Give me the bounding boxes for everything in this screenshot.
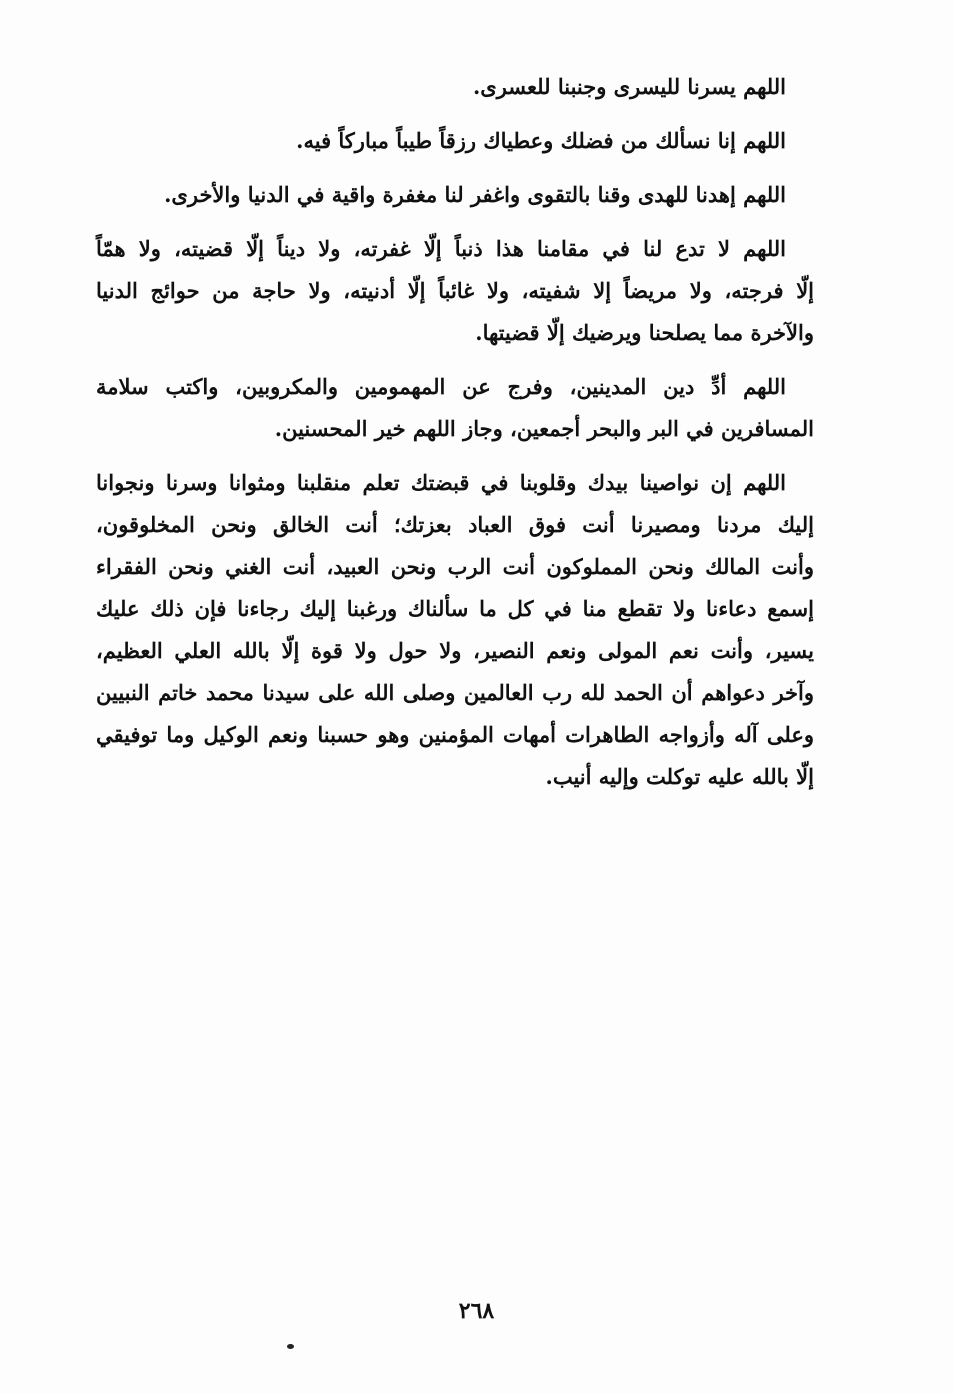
- page-number: ٢٦٨: [458, 1298, 495, 1324]
- text-line: اللهم إهدنا للهدى وقنا بالتقوى واغفر لنا مغفرة واقية في الدنيا والأخرى.: [164, 182, 786, 207]
- text-line: وأنت المالك ونحن المملوكون أنت الرب ونحن العبيد، أنت الغني ونحن الفقراء: [96, 554, 814, 579]
- body-text: [96, 66, 814, 810]
- text-line: وآخر دعواهم أن الحمد لله رب العالمين وصلى الله على سيدنا محمد خاتم النبيين: [96, 680, 814, 705]
- text-line: اللهم أدِّ دين المدينين، وفرج عن المهمومين والمكروبين، واكتب سلامة: [96, 374, 786, 399]
- text-line: اللهم يسرنا لليسرى وجنبنا للعسرى.: [472, 74, 786, 99]
- text-line: يسير، وأنت نعم المولى ونعم النصير، ولا حول ولا قوة إلّا بالله العلي العظيم،: [96, 638, 814, 663]
- scan-speck: [287, 1344, 294, 1349]
- text-line: إلّا بالله عليه توكلت وإليه أنيب.: [545, 764, 814, 789]
- text-line: اللهم إن نواصينا بيدك وقلوبنا في قبضتك تعلم منقلبنا ومثوانا وسرنا ونجوانا: [96, 470, 786, 495]
- text-line: اللهم لا تدع لنا في مقامنا هذا ذنباً إلّا غفرته، ولا ديناً إلّا قضيته، ولا همّاً: [96, 236, 786, 261]
- prayer-paragraph: [96, 120, 814, 162]
- text-line: اللهم إنا نسألك من فضلك وعطياك رزقاً طيباً مباركاً فيه.: [296, 128, 786, 153]
- prayer-paragraph: [96, 228, 814, 354]
- prayer-paragraph: [96, 66, 814, 108]
- text-line: والآخرة مما يصلحنا ويرضيك إلّا قضيتها.: [475, 320, 814, 345]
- prayer-paragraph: [96, 174, 814, 216]
- text-line: المسافرين في البر والبحر أجمعين، وجاز اللهم خير المحسنين.: [274, 416, 814, 441]
- text-line: إلّا فرجته، ولا مريضاً إلا شفيته، ولا غائباً إلّا أدنيته، ولا حاجة من حوائج الدنيا: [96, 278, 814, 303]
- prayer-paragraph: [96, 462, 814, 798]
- prayer-paragraph: [96, 366, 814, 450]
- text-line: إليك مردنا ومصيرنا أنت فوق العباد بعزتك؛ أنت الخالق ونحن المخلوقون،: [96, 512, 815, 537]
- text-line: إسمع دعاءنا ولا تقطع منا في كل ما سألناك ورغبنا إليك رجاءنا فإن ذلك عليك: [96, 596, 814, 621]
- text-line: وعلى آله وأزواجه الطاهرات أمهات المؤمنين وهو حسبنا ونعم الوكيل وما توفيقي: [96, 722, 814, 747]
